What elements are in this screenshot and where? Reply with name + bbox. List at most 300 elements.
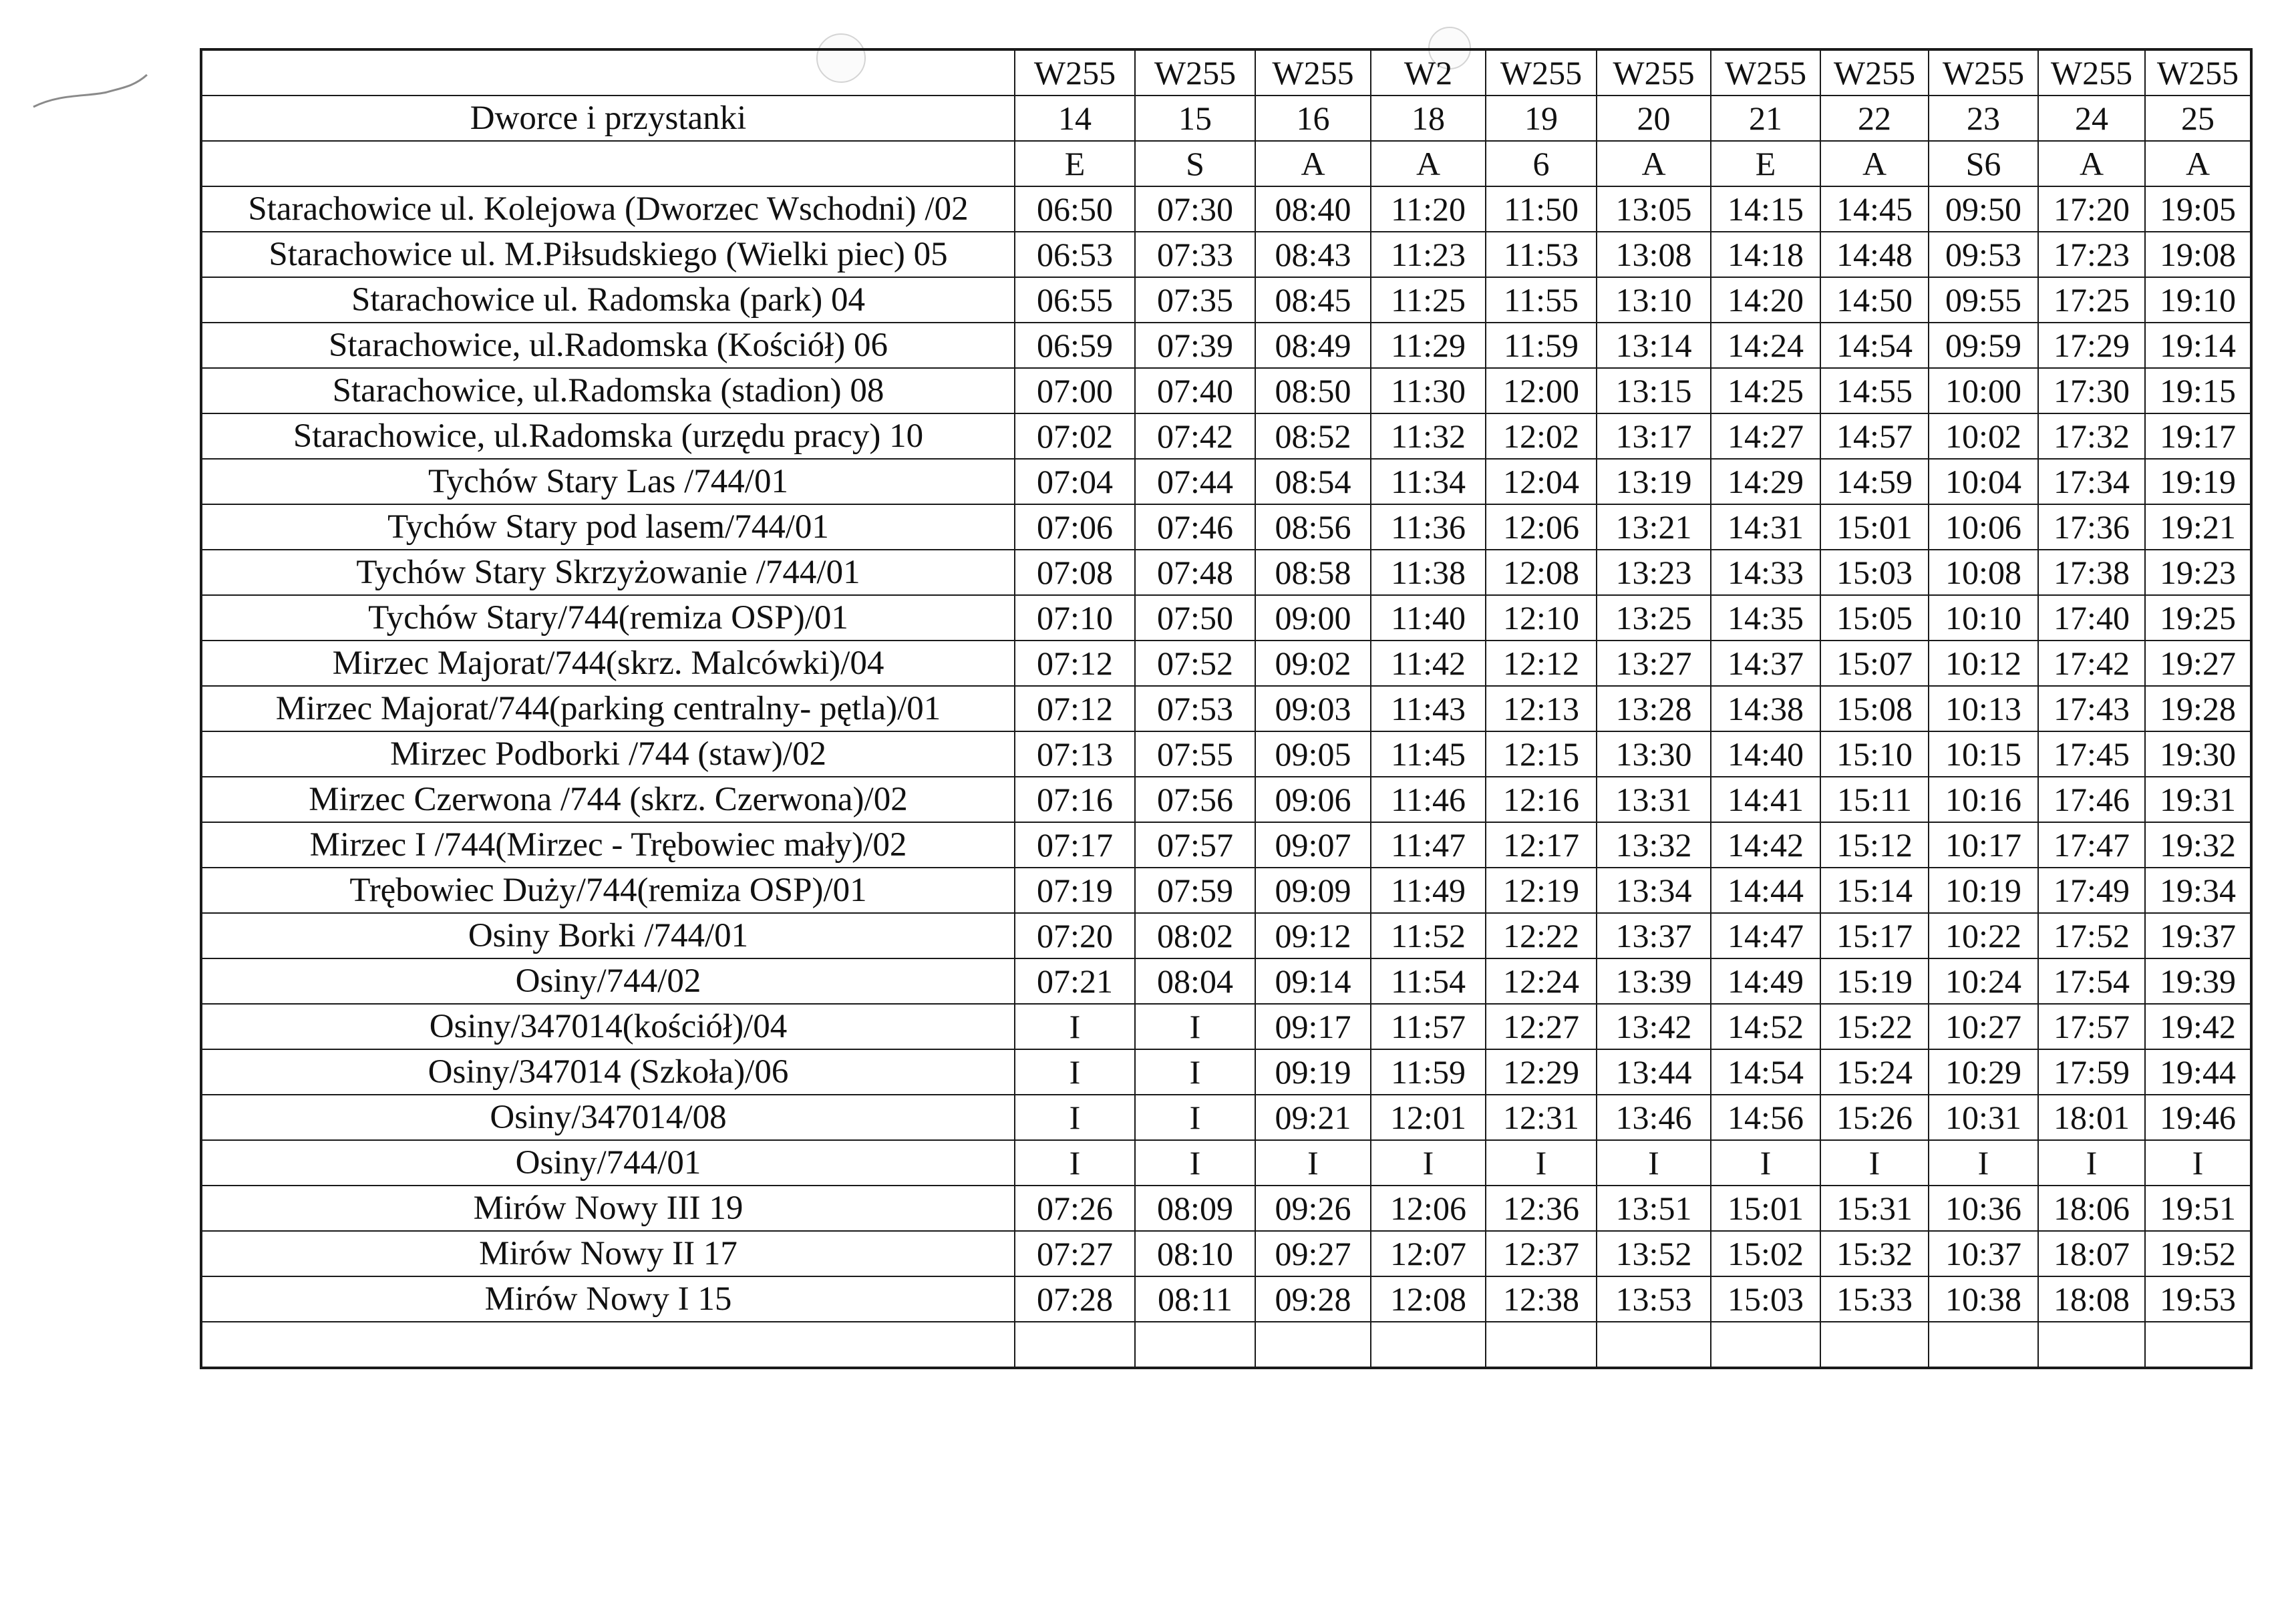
stop-name: Osiny/347014(kościół)/04 [201, 1004, 1015, 1049]
departure-time: 13:19 [1597, 459, 1711, 504]
departure-time: I [1015, 1049, 1135, 1095]
timetable [200, 48, 2253, 1369]
table-row [201, 641, 2251, 686]
departure-time: 11:43 [1371, 686, 1486, 731]
departure-time: 07:10 [1015, 595, 1135, 641]
departure-time: 09:03 [1255, 686, 1371, 731]
departure-time: 19:19 [2145, 459, 2251, 504]
departure-time: 19:31 [2145, 777, 2251, 822]
departure-time: 09:09 [1255, 868, 1371, 913]
departure-time: 13:10 [1597, 277, 1711, 323]
departure-time: 15:01 [1820, 504, 1929, 550]
course-number: 25 [2145, 96, 2251, 141]
course-line: W255 [1929, 49, 2038, 96]
departure-time: 12:31 [1486, 1095, 1597, 1140]
course-line: W255 [2145, 49, 2251, 96]
departure-time: 15:01 [1711, 1186, 1820, 1231]
departure-time: 17:59 [2038, 1049, 2145, 1095]
stop-name: Starachowice ul. Kolejowa (Dworzec Wschodni) /02 [201, 186, 1015, 232]
departure-time: 17:38 [2038, 550, 2145, 595]
course-mark: A [1371, 141, 1486, 186]
departure-time: 13:28 [1597, 686, 1711, 731]
timetable-body [201, 49, 2251, 1368]
departure-time: I [1711, 1140, 1820, 1186]
departure-time: 10:04 [1929, 459, 2038, 504]
departure-time: 15:22 [1820, 1004, 1929, 1049]
course-number: 24 [2038, 96, 2145, 141]
departure-time: 06:59 [1015, 323, 1135, 368]
table-row [201, 913, 2251, 958]
course-mark: E [1015, 141, 1135, 186]
departure-time: 11:47 [1371, 822, 1486, 868]
departure-time: 14:27 [1711, 413, 1820, 459]
departure-time: 10:10 [1929, 595, 2038, 641]
departure-time: 15:26 [1820, 1095, 1929, 1140]
stop-name: Starachowice ul. M.Piłsudskiego (Wielki piec) 05 [201, 232, 1015, 277]
departure-time: 13:52 [1597, 1231, 1711, 1276]
departure-time: 14:35 [1711, 595, 1820, 641]
stop-name: Tychów Stary pod lasem/744/01 [201, 504, 1015, 550]
departure-time: 19:21 [2145, 504, 2251, 550]
departure-time: 19:32 [2145, 822, 2251, 868]
departure-time: 07:28 [1015, 1276, 1135, 1322]
departure-time: 07:35 [1135, 277, 1255, 323]
departure-time: 12:06 [1371, 1186, 1486, 1231]
departure-time: 09:59 [1929, 323, 2038, 368]
departure-time: I [1015, 1004, 1135, 1049]
departure-time: 12:12 [1486, 641, 1597, 686]
departure-time: 12:37 [1486, 1231, 1597, 1276]
departure-time: 13:21 [1597, 504, 1711, 550]
empty-cell [1371, 1322, 1486, 1368]
departure-time: 14:31 [1711, 504, 1820, 550]
departure-time: 07:21 [1015, 958, 1135, 1004]
departure-time: 19:44 [2145, 1049, 2251, 1095]
departure-time: 17:49 [2038, 868, 2145, 913]
departure-time: 13:17 [1597, 413, 1711, 459]
departure-time: 15:32 [1820, 1231, 1929, 1276]
departure-time: 07:40 [1135, 368, 1255, 413]
departure-time: 07:12 [1015, 686, 1135, 731]
departure-time: 18:01 [2038, 1095, 2145, 1140]
departure-time: 12:06 [1486, 504, 1597, 550]
header-row-line [201, 49, 2251, 96]
departure-time: 17:29 [2038, 323, 2145, 368]
departure-time: I [1255, 1140, 1371, 1186]
course-mark: A [2145, 141, 2251, 186]
stop-name: Mirów Nowy III 19 [201, 1186, 1015, 1231]
departure-time: 18:07 [2038, 1231, 2145, 1276]
departure-time: 14:52 [1711, 1004, 1820, 1049]
course-number: 21 [1711, 96, 1820, 141]
departure-time: 11:45 [1371, 731, 1486, 777]
departure-time: 10:29 [1929, 1049, 2038, 1095]
departure-time: 14:57 [1820, 413, 1929, 459]
departure-time: 11:53 [1486, 232, 1597, 277]
departure-time: 10:00 [1929, 368, 2038, 413]
course-number: 15 [1135, 96, 1255, 141]
departure-time: 11:30 [1371, 368, 1486, 413]
departure-time: 10:12 [1929, 641, 2038, 686]
table-row [201, 686, 2251, 731]
departure-time: 09:12 [1255, 913, 1371, 958]
table-row [201, 1004, 2251, 1049]
course-line: W2 [1371, 49, 1486, 96]
departure-time: 18:08 [2038, 1276, 2145, 1322]
empty-cell [1486, 1322, 1597, 1368]
departure-time: 17:36 [2038, 504, 2145, 550]
departure-time: 19:14 [2145, 323, 2251, 368]
departure-time: 19:37 [2145, 913, 2251, 958]
course-number: 20 [1597, 96, 1711, 141]
departure-time: 12:07 [1371, 1231, 1486, 1276]
stop-name: Osiny/744/01 [201, 1140, 1015, 1186]
departure-time: 09:00 [1255, 595, 1371, 641]
departure-time: 12:29 [1486, 1049, 1597, 1095]
course-number: 14 [1015, 96, 1135, 141]
departure-time: 06:50 [1015, 186, 1135, 232]
course-mark: 6 [1486, 141, 1597, 186]
departure-time: 13:46 [1597, 1095, 1711, 1140]
departure-time: 17:47 [2038, 822, 2145, 868]
departure-time: 14:45 [1820, 186, 1929, 232]
departure-time: 07:26 [1015, 1186, 1135, 1231]
departure-time: 15:24 [1820, 1049, 1929, 1095]
departure-time: 15:33 [1820, 1276, 1929, 1322]
departure-time: 14:54 [1820, 323, 1929, 368]
departure-time: 12:00 [1486, 368, 1597, 413]
departure-time: I [1015, 1095, 1135, 1140]
departure-time: 08:02 [1135, 913, 1255, 958]
departure-time: 08:52 [1255, 413, 1371, 459]
departure-time: 11:25 [1371, 277, 1486, 323]
departure-time: 17:20 [2038, 186, 2145, 232]
empty-cell [1711, 1322, 1820, 1368]
departure-time: I [1135, 1095, 1255, 1140]
departure-time: 12:36 [1486, 1186, 1597, 1231]
empty-cell [2145, 1322, 2251, 1368]
departure-time: 14:47 [1711, 913, 1820, 958]
table-row [201, 504, 2251, 550]
departure-time: 08:04 [1135, 958, 1255, 1004]
departure-time: 17:40 [2038, 595, 2145, 641]
departure-time: 15:07 [1820, 641, 1929, 686]
departure-time: 10:16 [1929, 777, 2038, 822]
departure-time: 12:01 [1371, 1095, 1486, 1140]
departure-time: 15:11 [1820, 777, 1929, 822]
header-row-number [201, 96, 2251, 141]
course-line: W255 [1255, 49, 1371, 96]
course-number: 22 [1820, 96, 1929, 141]
departure-time: 08:54 [1255, 459, 1371, 504]
table-row [201, 868, 2251, 913]
header-blank-cell [201, 141, 1015, 186]
departure-time: I [1135, 1049, 1255, 1095]
departure-time: 07:52 [1135, 641, 1255, 686]
departure-time: 14:49 [1711, 958, 1820, 1004]
departure-time: 17:34 [2038, 459, 2145, 504]
stop-name: Starachowice ul. Radomska (park) 04 [201, 277, 1015, 323]
departure-time: 19:53 [2145, 1276, 2251, 1322]
departure-time: 12:13 [1486, 686, 1597, 731]
departure-time: 17:25 [2038, 277, 2145, 323]
header-corner-cell [201, 49, 1015, 96]
departure-time: 19:15 [2145, 368, 2251, 413]
table-row [201, 1231, 2251, 1276]
departure-time: 07:59 [1135, 868, 1255, 913]
course-number: 18 [1371, 96, 1486, 141]
empty-cell [201, 1322, 1015, 1368]
departure-time: 10:02 [1929, 413, 2038, 459]
departure-time: 19:08 [2145, 232, 2251, 277]
stop-name: Mirów Nowy I 15 [201, 1276, 1015, 1322]
departure-time: I [1929, 1140, 2038, 1186]
departure-time: 19:05 [2145, 186, 2251, 232]
departure-time: 17:46 [2038, 777, 2145, 822]
departure-time: 17:30 [2038, 368, 2145, 413]
departure-time: 07:50 [1135, 595, 1255, 641]
departure-time: 19:51 [2145, 1186, 2251, 1231]
departure-time: 13:37 [1597, 913, 1711, 958]
departure-time: 15:02 [1711, 1231, 1820, 1276]
departure-time: 13:23 [1597, 550, 1711, 595]
course-line: W255 [1486, 49, 1597, 96]
departure-time: 14:54 [1711, 1049, 1820, 1095]
departure-time: 19:42 [2145, 1004, 2251, 1049]
table-row [201, 323, 2251, 368]
departure-time: 07:55 [1135, 731, 1255, 777]
departure-time: 09:19 [1255, 1049, 1371, 1095]
departure-time: I [2038, 1140, 2145, 1186]
departure-time: 13:53 [1597, 1276, 1711, 1322]
departure-time: 10:24 [1929, 958, 2038, 1004]
departure-time: 11:50 [1486, 186, 1597, 232]
departure-time: 11:34 [1371, 459, 1486, 504]
table-row [201, 277, 2251, 323]
course-line: W255 [1820, 49, 1929, 96]
departure-time: 07:27 [1015, 1231, 1135, 1276]
departure-time: 10:15 [1929, 731, 2038, 777]
departure-time: 17:43 [2038, 686, 2145, 731]
stop-name: Starachowice, ul.Radomska (Kościół) 06 [201, 323, 1015, 368]
departure-time: 19:34 [2145, 868, 2251, 913]
departure-time: 19:27 [2145, 641, 2251, 686]
departure-time: 09:27 [1255, 1231, 1371, 1276]
empty-cell [1255, 1322, 1371, 1368]
departure-time: 15:05 [1820, 595, 1929, 641]
table-row [201, 1049, 2251, 1095]
departure-time: 15:31 [1820, 1186, 1929, 1231]
departure-time: 11:23 [1371, 232, 1486, 277]
course-line: W255 [1015, 49, 1135, 96]
departure-time: 09:06 [1255, 777, 1371, 822]
departure-time: 09:07 [1255, 822, 1371, 868]
departure-time: 17:23 [2038, 232, 2145, 277]
empty-cell [1015, 1322, 1135, 1368]
stop-name: Starachowice, ul.Radomska (stadion) 08 [201, 368, 1015, 413]
departure-time: 14:38 [1711, 686, 1820, 731]
departure-time: 19:10 [2145, 277, 2251, 323]
departure-time: 07:57 [1135, 822, 1255, 868]
departure-time: 07:13 [1015, 731, 1135, 777]
departure-time: I [1371, 1140, 1486, 1186]
departure-time: 17:42 [2038, 641, 2145, 686]
departure-time: 10:27 [1929, 1004, 2038, 1049]
departure-time: 14:25 [1711, 368, 1820, 413]
empty-cell [2038, 1322, 2145, 1368]
departure-time: 19:46 [2145, 1095, 2251, 1140]
departure-time: 13:15 [1597, 368, 1711, 413]
departure-time: 12:17 [1486, 822, 1597, 868]
departure-time: 07:12 [1015, 641, 1135, 686]
departure-time: 07:06 [1015, 504, 1135, 550]
departure-time: 12:02 [1486, 413, 1597, 459]
departure-time: 07:42 [1135, 413, 1255, 459]
departure-time: 12:04 [1486, 459, 1597, 504]
departure-time: 07:16 [1015, 777, 1135, 822]
departure-time: 11:55 [1486, 277, 1597, 323]
departure-time: I [1597, 1140, 1711, 1186]
table-row [201, 1140, 2251, 1186]
departure-time: 09:05 [1255, 731, 1371, 777]
table-row [201, 777, 2251, 822]
departure-time: 14:55 [1820, 368, 1929, 413]
departure-time: 10:37 [1929, 1231, 2038, 1276]
departure-time: 10:13 [1929, 686, 2038, 731]
departure-time: 07:08 [1015, 550, 1135, 595]
departure-time: I [1135, 1140, 1255, 1186]
departure-time: 17:57 [2038, 1004, 2145, 1049]
departure-time: 06:53 [1015, 232, 1135, 277]
departure-time: I [2145, 1140, 2251, 1186]
course-mark: S6 [1929, 141, 2038, 186]
departure-time: 09:28 [1255, 1276, 1371, 1322]
course-number: 19 [1486, 96, 1597, 141]
empty-row [201, 1322, 2251, 1368]
stop-name: Tychów Stary Skrzyżowanie /744/01 [201, 550, 1015, 595]
departure-time: 08:58 [1255, 550, 1371, 595]
course-line: W255 [2038, 49, 2145, 96]
departure-time: 08:10 [1135, 1231, 1255, 1276]
departure-time: 08:40 [1255, 186, 1371, 232]
table-row [201, 368, 2251, 413]
departure-time: 14:41 [1711, 777, 1820, 822]
departure-time: 11:42 [1371, 641, 1486, 686]
departure-time: 07:56 [1135, 777, 1255, 822]
table-row [201, 595, 2251, 641]
departure-time: 14:20 [1711, 277, 1820, 323]
departure-time: 12:22 [1486, 913, 1597, 958]
departure-time: 10:36 [1929, 1186, 2038, 1231]
departure-time: 08:49 [1255, 323, 1371, 368]
departure-time: 19:39 [2145, 958, 2251, 1004]
departure-time: 09:21 [1255, 1095, 1371, 1140]
departure-time: 14:42 [1711, 822, 1820, 868]
departure-time: 13:05 [1597, 186, 1711, 232]
departure-time: 17:32 [2038, 413, 2145, 459]
departure-time: 12:38 [1486, 1276, 1597, 1322]
departure-time: 17:54 [2038, 958, 2145, 1004]
departure-time: 15:14 [1820, 868, 1929, 913]
stop-name: Mirzec Majorat/744(skrz. Malcówki)/04 [201, 641, 1015, 686]
departure-time: 10:31 [1929, 1095, 2038, 1140]
departure-time: 10:22 [1929, 913, 2038, 958]
departure-time: 14:48 [1820, 232, 1929, 277]
departure-time: 11:29 [1371, 323, 1486, 368]
table-row [201, 1276, 2251, 1322]
stop-name: Osiny/744/02 [201, 958, 1015, 1004]
departure-time: 13:32 [1597, 822, 1711, 868]
departure-time: 14:59 [1820, 459, 1929, 504]
departure-time: 11:20 [1371, 186, 1486, 232]
departure-time: 19:25 [2145, 595, 2251, 641]
departure-time: 15:08 [1820, 686, 1929, 731]
table-row [201, 958, 2251, 1004]
departure-time: 13:44 [1597, 1049, 1711, 1095]
departure-time: 12:08 [1486, 550, 1597, 595]
departure-time: 12:19 [1486, 868, 1597, 913]
stop-name: Tychów Stary/744(remiza OSP)/01 [201, 595, 1015, 641]
departure-time: 10:06 [1929, 504, 2038, 550]
departure-time: 14:44 [1711, 868, 1820, 913]
header-row-mark [201, 141, 2251, 186]
departure-time: 17:52 [2038, 913, 2145, 958]
departure-time: 14:29 [1711, 459, 1820, 504]
empty-cell [1597, 1322, 1711, 1368]
departure-time: 11:49 [1371, 868, 1486, 913]
departure-time: 07:44 [1135, 459, 1255, 504]
departure-time: 14:24 [1711, 323, 1820, 368]
departure-time: 15:19 [1820, 958, 1929, 1004]
empty-cell [1135, 1322, 1255, 1368]
departure-time: 13:27 [1597, 641, 1711, 686]
departure-time: 17:45 [2038, 731, 2145, 777]
departure-time: 07:39 [1135, 323, 1255, 368]
departure-time: 08:11 [1135, 1276, 1255, 1322]
stop-name: Osiny/347014 (Szkoła)/06 [201, 1049, 1015, 1095]
departure-time: 11:54 [1371, 958, 1486, 1004]
empty-cell [1820, 1322, 1929, 1368]
departure-time: 12:10 [1486, 595, 1597, 641]
course-number: 16 [1255, 96, 1371, 141]
departure-time: 14:56 [1711, 1095, 1820, 1140]
course-line: W255 [1711, 49, 1820, 96]
departure-time: 19:52 [2145, 1231, 2251, 1276]
departure-time: 13:42 [1597, 1004, 1711, 1049]
departure-time: 14:40 [1711, 731, 1820, 777]
departure-time: 07:53 [1135, 686, 1255, 731]
stop-name: Mirzec I /744(Mirzec - Trębowiec mały)/02 [201, 822, 1015, 868]
stop-name: Osiny Borki /744/01 [201, 913, 1015, 958]
table-row [201, 1186, 2251, 1231]
departure-time: 09:55 [1929, 277, 2038, 323]
departure-time: 12:27 [1486, 1004, 1597, 1049]
table-row [201, 1095, 2251, 1140]
departure-time: 11:59 [1371, 1049, 1486, 1095]
departure-time: 19:30 [2145, 731, 2251, 777]
departure-time: 07:48 [1135, 550, 1255, 595]
departure-time: 14:37 [1711, 641, 1820, 686]
table-row [201, 186, 2251, 232]
pen-stroke-mark [27, 67, 160, 120]
departure-time: 08:56 [1255, 504, 1371, 550]
table-row [201, 731, 2251, 777]
header-title: Dworce i przystanki [201, 96, 1015, 141]
departure-time: 09:26 [1255, 1186, 1371, 1231]
departure-time: 08:50 [1255, 368, 1371, 413]
departure-time: 10:08 [1929, 550, 2038, 595]
departure-time: 11:46 [1371, 777, 1486, 822]
